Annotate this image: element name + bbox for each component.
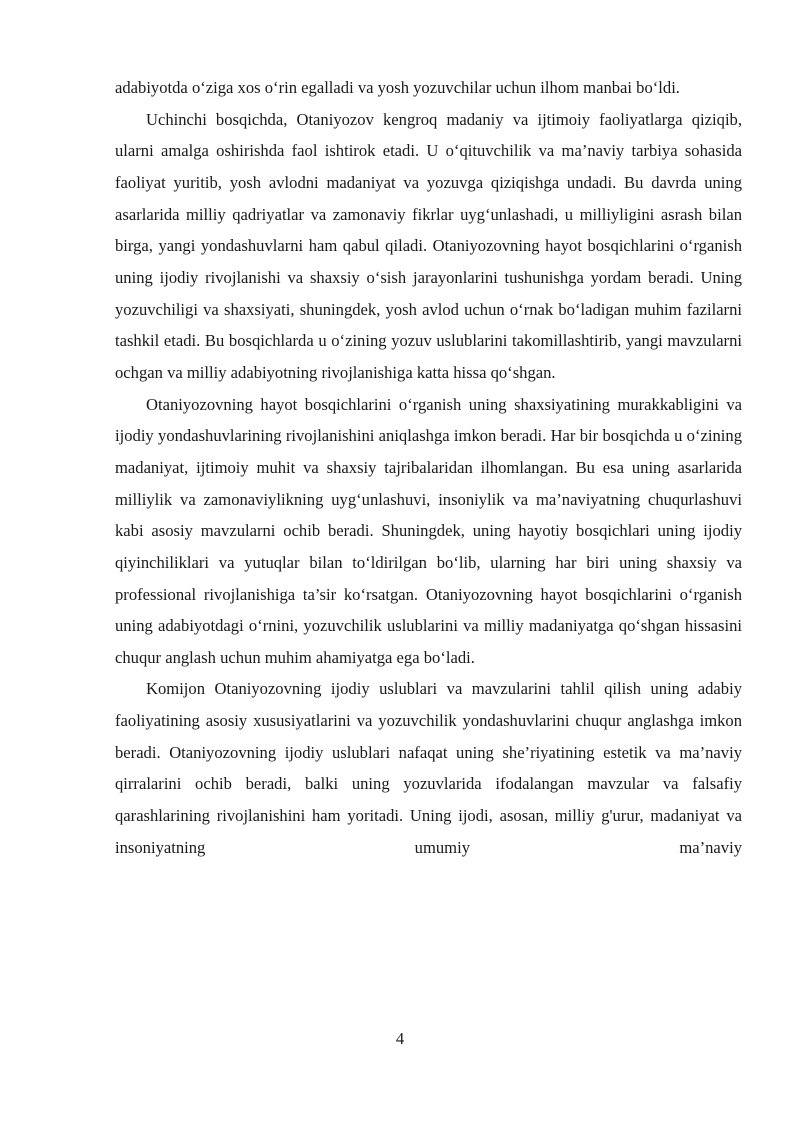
page-body xyxy=(115,72,742,863)
paragraph-continuation: adabiyotda o‘ziga xos o‘rin egalladi va yosh yozuvchilar uchun ilhom manbai bo‘ldi. xyxy=(115,78,680,97)
paragraph-third-stage: Uchinchi bosqichda, Otaniyozov kengroq madaniy va ijtimoiy faoliyatlarga qiziqib, ularni amalga oshirishda faol ishtirok etadi. U o‘qituvchilik va ma’naviy tarbiya sohasida faoliyat yuritib, yosh avlodni madaniyat va yozuvga qiziqishga undadi. Bu davrda uning asarlarida milliy qadriyatlar va zamonaviy fikrlar uyg‘unlashadi, u milliyligini asrash bilan birga, yangi yondashuvlarni ham qabul qiladi. Otaniyozovning hayot bosqichlarini o‘rganish uning ijodiy rivojlanishi va shaxsiy o‘sish jarayonlarini tushunishga yordam beradi. Uning yozuvchiligi va shaxsiyati, shuningdek, yosh avlod uchun o‘rnak bo‘ladigan muhim fazilarni tashkil etadi. Bu bosqichlarda u o‘zining yozuv uslublarini takomillashtirib, yangi mavzularni ochgan va milliy adabiyotning rivojlanishiga katta hissa qo‘shgan. xyxy=(115,109,742,382)
page-number: 4 xyxy=(395,1029,405,1048)
paragraph-life-stages: Otaniyozovning hayot bosqichlarini o‘rganish uning shaxsiyatining murakkabligini va ijodiy yondashuvlarining rivojlanishini aniqlashga imkon beradi. Har bir bosqichda u o‘zining madaniyat, ijtimoiy muhit va shaxsiy tajribalaridan ilhomlangan. Bu esa uning asarlarida milliylik va zamonaviylikning uyg‘unlashuvi, insoniylik va ma’naviyatning chuqurlashuvi kabi asosiy mavzularni ochib beradi. Shuningdek, uning hayotiy bosqichlari uning ijodiy qiyinchiliklari va yutuqlar bilan to‘ldirilgan bo‘lib, ularning har biri uning shaxsiy va professional rivojlanishiga ta’sir ko‘rsatgan. Otaniyozovning hayot bosqichlarini o‘rganish uning adabiyotdagi o‘rnini, yozuvchilik uslublarini va milliy madaniyatga qo‘shgan hissasini chuqur anglash uchun muhim ahamiyatga ega bo‘ladi. xyxy=(115,394,742,667)
paragraph-creative-styles: Komijon Otaniyozovning ijodiy uslublari va mavzularini tahlil qilish uning adabiy faoliyatining asosiy xususiyatlarini va yozuvchilik yondashuvlarini chuqur anglashga imkon beradi. Otaniyozovning ijodiy uslublari nafaqat uning she’riyatining estetik va ma’naviy qirralarini ochib beradi, balki uning yozuvlarida ifodalangan mavzular va falsafiy qarashlarining rivojlanishini ham yoritadi. Uning ijodi, asosan, milliy g'urur, madaniyat va insoniyatning umumiy ma’naviy xyxy=(115,679,742,857)
